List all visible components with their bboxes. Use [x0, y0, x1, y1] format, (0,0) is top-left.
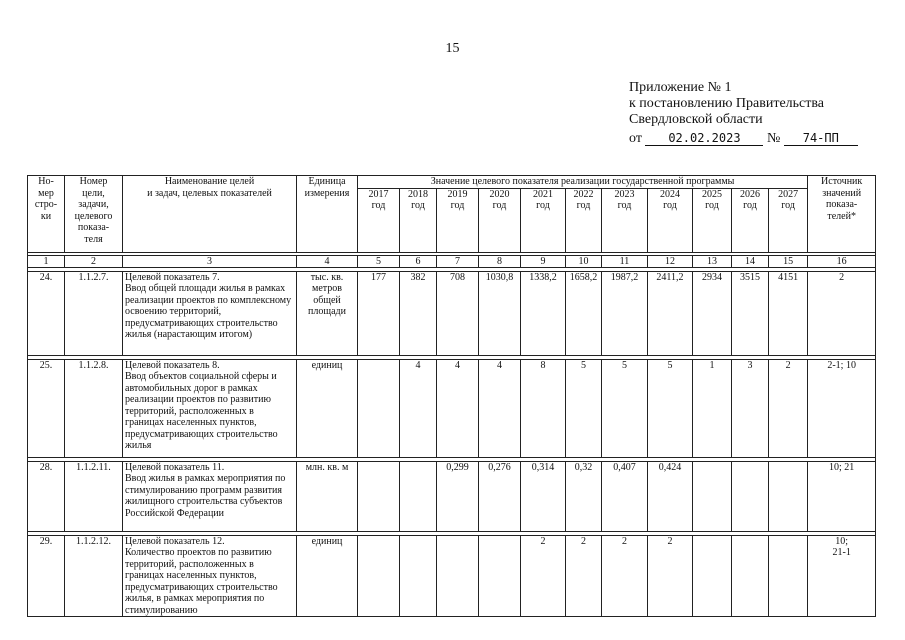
cell-value-4: 8 — [521, 359, 566, 457]
appendix-region-line: Свердловской области — [629, 112, 763, 127]
cell-value-5: 1658,2 — [566, 271, 602, 355]
header-year-8: 2025 год — [693, 188, 732, 252]
table-row — [28, 461, 876, 531]
table-row — [28, 271, 876, 355]
cell-name: Целевой показатель 12. Количество проектов по развитию территорий, расположенных в границах населенных пунктов, предусматривающих строительство жилья, в рамках мероприятия по стимулированию — [123, 535, 297, 617]
cell-row-no: 28. — [28, 461, 65, 531]
cell-value-8 — [693, 461, 732, 531]
cell-value-7: 2 — [648, 535, 693, 617]
cell-row-no: 25. — [28, 359, 65, 457]
cell-value-8: 1 — [693, 359, 732, 457]
column-number-3: 3 — [123, 255, 297, 267]
header-year-2: 2019 год — [437, 188, 479, 252]
header-year-1: 2018 год — [400, 188, 437, 252]
cell-value-3: 1030,8 — [479, 271, 521, 355]
decree-number: 74-ПП — [784, 131, 858, 146]
cell-value-2: 708 — [437, 271, 479, 355]
cell-value-1: 4 — [400, 359, 437, 457]
cell-value-1 — [400, 461, 437, 531]
header-year-7: 2024 год — [648, 188, 693, 252]
header-unit: Единица измерения — [297, 176, 358, 253]
column-number-16: 16 — [808, 255, 876, 267]
cell-source: 10; 21-1 — [808, 535, 876, 617]
cell-value-9 — [732, 461, 769, 531]
cell-value-9 — [732, 535, 769, 617]
from-label: от — [629, 131, 642, 146]
cell-source: 2-1; 10 — [808, 359, 876, 457]
cell-value-10 — [769, 535, 808, 617]
cell-value-4: 1338,2 — [521, 271, 566, 355]
cell-value-6: 5 — [602, 359, 648, 457]
header-row — [28, 176, 876, 189]
header-year-10: 2027 год — [769, 188, 808, 252]
cell-source: 2 — [808, 271, 876, 355]
cell-value-10: 4151 — [769, 271, 808, 355]
cell-value-6: 1987,2 — [602, 271, 648, 355]
header-row-no: Но- мер стро- ки — [28, 176, 65, 253]
column-number-10: 10 — [566, 255, 602, 267]
header-year-4: 2021 год — [521, 188, 566, 252]
header-name: Наименование целей и задач, целевых показателей — [123, 176, 297, 253]
cell-goal-no: 1.1.2.11. — [65, 461, 123, 531]
cell-unit: млн. кв. м — [297, 461, 358, 531]
cell-row-no: 24. — [28, 271, 65, 355]
column-number-9: 9 — [521, 255, 566, 267]
cell-row-no: 29. — [28, 535, 65, 617]
cell-source: 10; 21 — [808, 461, 876, 531]
column-number-12: 12 — [648, 255, 693, 267]
header-year-0: 2017 год — [358, 188, 400, 252]
decree-date: 02.02.2023 — [645, 131, 763, 146]
cell-value-10: 2 — [769, 359, 808, 457]
cell-value-2: 0,299 — [437, 461, 479, 531]
appendix-date-number-line — [629, 131, 858, 147]
header-year-3: 2020 год — [479, 188, 521, 252]
cell-value-2 — [437, 535, 479, 617]
cell-name: Целевой показатель 11. Ввод жилья в рамках мероприятия по стимулированию программ развития жилищного строительства субъектов Российской Федерации — [123, 461, 297, 531]
header-values-group: Значение целевого показателя реализации государственной программы — [358, 176, 808, 189]
cell-value-1 — [400, 535, 437, 617]
cell-value-0 — [358, 359, 400, 457]
cell-value-9: 3515 — [732, 271, 769, 355]
cell-value-5: 5 — [566, 359, 602, 457]
cell-value-2: 4 — [437, 359, 479, 457]
header-year-9: 2026 год — [732, 188, 769, 252]
cell-value-0 — [358, 461, 400, 531]
column-number-15: 15 — [769, 255, 808, 267]
column-number-13: 13 — [693, 255, 732, 267]
cell-value-6: 0,407 — [602, 461, 648, 531]
column-number-7: 7 — [437, 255, 479, 267]
cell-unit: тыс. кв. метров общей площади — [297, 271, 358, 355]
column-number-8: 8 — [479, 255, 521, 267]
cell-goal-no: 1.1.2.8. — [65, 359, 123, 457]
cell-unit: единиц — [297, 359, 358, 457]
column-number-2: 2 — [65, 255, 123, 267]
indicators-table — [27, 175, 876, 617]
cell-value-5: 2 — [566, 535, 602, 617]
header-year-5: 2022 год — [566, 188, 602, 252]
cell-value-10 — [769, 461, 808, 531]
cell-value-1: 382 — [400, 271, 437, 355]
cell-value-5: 0,32 — [566, 461, 602, 531]
cell-value-8: 2934 — [693, 271, 732, 355]
cell-value-7: 2411,2 — [648, 271, 693, 355]
cell-name: Целевой показатель 8. Ввод объектов социальной сферы и автомобильных дорог в рамках реализации проектов по развитию территорий, расположенных в границах населенных пунктов, предусматривающих строительство жилья — [123, 359, 297, 457]
appendix-title: Приложение № 1 — [629, 80, 732, 95]
cell-value-0 — [358, 535, 400, 617]
cell-value-0: 177 — [358, 271, 400, 355]
cell-value-3 — [479, 535, 521, 617]
cell-value-4: 0,314 — [521, 461, 566, 531]
cell-value-3: 4 — [479, 359, 521, 457]
column-number-row — [28, 255, 876, 267]
cell-value-3: 0,276 — [479, 461, 521, 531]
page-number: 15 — [445, 41, 460, 56]
appendix-decree-line: к постановлению Правительства — [629, 96, 825, 111]
cell-value-9: 3 — [732, 359, 769, 457]
cell-unit: единиц — [297, 535, 358, 617]
cell-value-7: 0,424 — [648, 461, 693, 531]
header-year-6: 2023 год — [602, 188, 648, 252]
cell-value-8 — [693, 535, 732, 617]
header-source: Источник значений показа- телей* — [808, 176, 876, 253]
cell-goal-no: 1.1.2.7. — [65, 271, 123, 355]
cell-value-4: 2 — [521, 535, 566, 617]
column-number-5: 5 — [358, 255, 400, 267]
column-number-4: 4 — [297, 255, 358, 267]
column-number-11: 11 — [602, 255, 648, 267]
table-row — [28, 359, 876, 457]
table-row — [28, 535, 876, 617]
column-number-6: 6 — [400, 255, 437, 267]
number-label: № — [766, 131, 781, 146]
cell-name: Целевой показатель 7. Ввод общей площади жилья в рамках реализации проектов по комплексному освоению территорий, предусматривающих строительство жилья (нарастающим итогом) — [123, 271, 297, 355]
cell-goal-no: 1.1.2.12. — [65, 535, 123, 617]
column-number-14: 14 — [732, 255, 769, 267]
appendix-header — [629, 80, 858, 147]
cell-value-6: 2 — [602, 535, 648, 617]
header-goal-no: Номер цели, задачи, целевого показа- теля — [65, 176, 123, 253]
column-number-1: 1 — [28, 255, 65, 267]
cell-value-7: 5 — [648, 359, 693, 457]
